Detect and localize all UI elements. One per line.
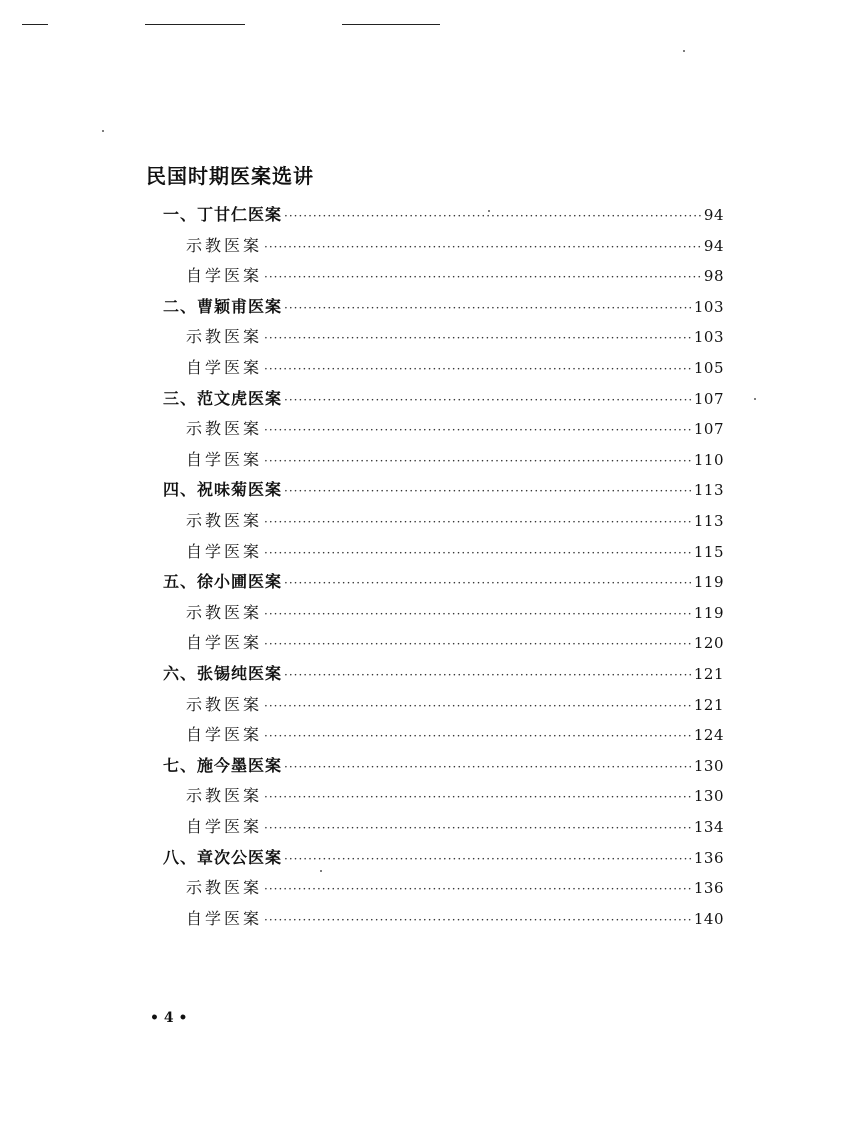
scan-speck xyxy=(754,398,756,400)
toc-leader-dots xyxy=(264,354,692,384)
toc-leader-dots xyxy=(264,232,702,262)
toc-page-number: 113 xyxy=(693,512,724,530)
toc-entry-label: 示教医案 xyxy=(186,695,263,714)
scan-speck xyxy=(488,210,490,212)
toc-leader-dots xyxy=(264,813,692,843)
toc-chapter-row xyxy=(163,659,724,689)
toc-page-number: 103 xyxy=(693,328,724,346)
toc-page-number: 136 xyxy=(693,849,724,867)
toc-chapter-row xyxy=(163,200,724,230)
toc-entry-label: 八、章次公医案 xyxy=(163,848,283,867)
toc-leader-dots xyxy=(264,721,692,751)
page-number: • 4 • xyxy=(150,1010,188,1026)
toc-section-row xyxy=(186,261,724,291)
toc-entry-label: 三、范文虎医案 xyxy=(163,389,283,408)
toc-section-row xyxy=(186,598,724,628)
toc-chapter-row xyxy=(163,751,724,781)
toc-entry-label: 示教医案 xyxy=(186,603,263,622)
toc-leader-dots xyxy=(264,599,692,629)
toc-section-row xyxy=(186,873,724,903)
toc-section-row xyxy=(186,445,724,475)
toc-chapter-row xyxy=(163,567,724,597)
toc-entry-label: 自学医案 xyxy=(186,817,263,836)
toc-page-number: 94 xyxy=(703,206,724,224)
toc-page-number: 130 xyxy=(693,787,724,805)
toc-section-row xyxy=(186,904,724,934)
toc-leader-dots xyxy=(284,568,692,598)
toc-leader-dots xyxy=(284,293,692,323)
toc-chapter-row xyxy=(163,384,724,414)
toc-entry-label: 示教医案 xyxy=(186,878,263,897)
toc-page-number: 121 xyxy=(693,696,724,714)
toc-leader-dots xyxy=(284,476,692,506)
toc-entry-label: 一、丁甘仁医案 xyxy=(163,205,283,224)
toc-leader-dots xyxy=(264,874,692,904)
toc-section-row xyxy=(186,812,724,842)
toc-chapter-row xyxy=(163,843,724,873)
toc-entry-label: 六、张锡纯医案 xyxy=(163,664,283,683)
toc-page-number: 121 xyxy=(693,665,724,683)
toc-entry-label: 自学医案 xyxy=(186,542,263,561)
header-rule-right xyxy=(342,24,440,25)
toc-page-number: 119 xyxy=(693,604,724,622)
toc-leader-dots xyxy=(264,538,692,568)
toc-leader-dots xyxy=(284,660,692,690)
toc-section-row xyxy=(186,720,724,750)
section-title: 民国时期医案选讲 xyxy=(146,164,314,188)
toc-section-row xyxy=(186,781,724,811)
toc-entry-label: 示教医案 xyxy=(186,511,263,530)
toc-page-number: 107 xyxy=(693,390,724,408)
toc-entry-label: 自学医案 xyxy=(186,909,263,928)
scan-speck xyxy=(683,50,685,52)
toc-leader-dots xyxy=(284,201,702,231)
toc-section-row xyxy=(186,353,724,383)
toc-entry-label: 自学医案 xyxy=(186,633,263,652)
toc-leader-dots xyxy=(264,415,692,445)
toc-leader-dots xyxy=(284,844,692,874)
toc-entry-label: 二、曹颖甫医案 xyxy=(163,297,283,316)
toc-page-number: 98 xyxy=(703,267,724,285)
toc-page-number: 124 xyxy=(693,726,724,744)
toc-section-row xyxy=(186,628,724,658)
toc-page-number: 136 xyxy=(693,879,724,897)
toc-leader-dots xyxy=(264,905,692,935)
header-rule-middle xyxy=(145,24,245,25)
toc-page-number: 110 xyxy=(693,451,724,469)
toc-entry-label: 示教医案 xyxy=(186,327,263,346)
header-rule-left xyxy=(22,24,48,25)
toc-page-number: 105 xyxy=(693,359,724,377)
toc-page-number: 119 xyxy=(693,573,724,591)
toc-section-row xyxy=(186,506,724,536)
toc-page-number: 113 xyxy=(693,481,724,499)
toc-leader-dots xyxy=(264,446,692,476)
toc-page-number: 107 xyxy=(693,420,724,438)
toc-section-row xyxy=(186,690,724,720)
toc-leader-dots xyxy=(284,752,692,782)
toc-section-row xyxy=(186,322,724,352)
toc-leader-dots xyxy=(264,262,702,292)
toc-leader-dots xyxy=(264,507,692,537)
toc-entry-label: 自学医案 xyxy=(186,450,263,469)
toc-page-number: 140 xyxy=(693,910,724,928)
toc-chapter-row xyxy=(163,475,724,505)
toc-section-row xyxy=(186,414,724,444)
toc-entry-label: 示教医案 xyxy=(186,236,263,255)
toc-entry-label: 七、施今墨医案 xyxy=(163,756,283,775)
toc-page-number: 94 xyxy=(703,237,724,255)
toc-section-row xyxy=(186,537,724,567)
toc-entry-label: 五、徐小圃医案 xyxy=(163,572,283,591)
toc-entry-label: 自学医案 xyxy=(186,266,263,285)
toc-entry-label: 示教医案 xyxy=(186,786,263,805)
toc-leader-dots xyxy=(264,782,692,812)
toc-leader-dots xyxy=(264,629,692,659)
scan-speck xyxy=(102,130,104,132)
toc-section-row xyxy=(186,231,724,261)
toc-page-number: 134 xyxy=(693,818,724,836)
toc-chapter-row xyxy=(163,292,724,322)
toc-leader-dots xyxy=(284,385,692,415)
toc-leader-dots xyxy=(264,691,692,721)
toc-page-number: 103 xyxy=(693,298,724,316)
toc-leader-dots xyxy=(264,323,692,353)
toc-page-number: 115 xyxy=(693,543,724,561)
toc-page-number: 130 xyxy=(693,757,724,775)
toc-entry-label: 自学医案 xyxy=(186,358,263,377)
scan-speck xyxy=(320,870,322,872)
toc-entry-label: 自学医案 xyxy=(186,725,263,744)
toc-entry-label: 四、祝味菊医案 xyxy=(163,480,283,499)
toc-page-number: 120 xyxy=(693,634,724,652)
toc-entry-label: 示教医案 xyxy=(186,419,263,438)
